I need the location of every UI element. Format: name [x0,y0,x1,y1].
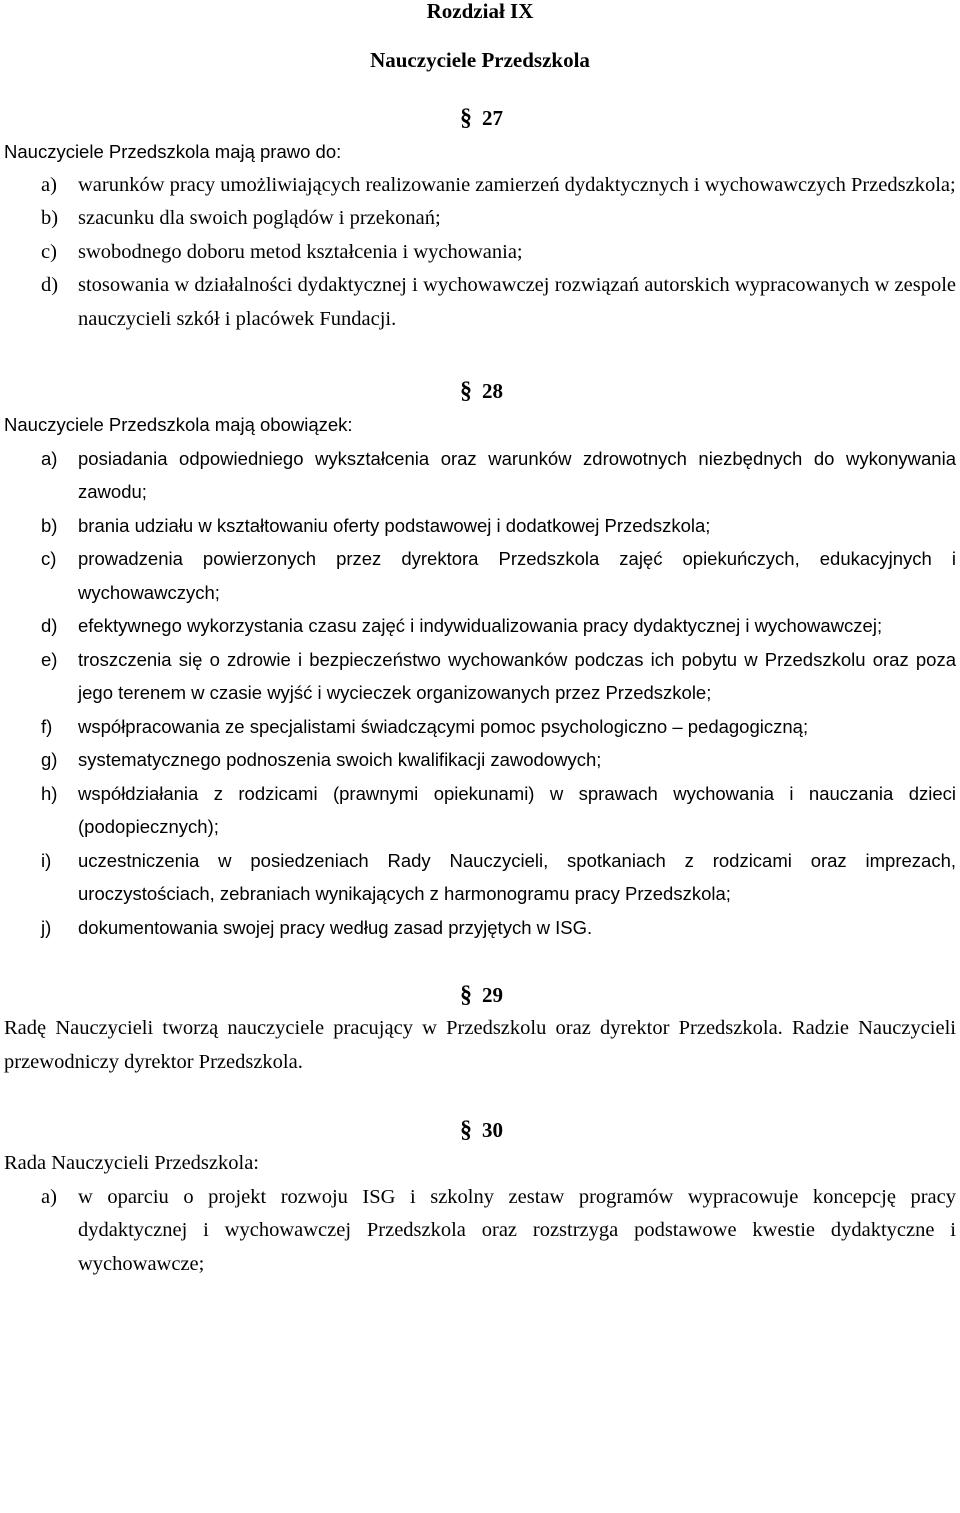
list-item-text: prowadzenia powierzonych przez dyrektora Przedszkola zajęć opiekuńczych, edukacyjnych i wychowawczych; [78,548,956,603]
list-item-text: uczestniczenia w posiedzeniach Rady Nauczycieli, spotkaniach z rodzicami oraz imprezach, uroczystościach, zebraniach wynikających z harmonogramu pracy Przedszkola; [78,849,956,904]
list-item-text: szacunku dla swoich poglądów i przekonań; [78,207,441,229]
list-item [4,542,956,609]
list-item-text: w oparciu o projekt rozwoju ISG i szkolny zestaw programów wypracowuje koncepcję pracy dydaktycznej i wychowawczej Przedszkola oraz rozstrzyga podstawowe kwestie dydaktyczne i wychowawcze; [78,1185,956,1275]
list-item [4,1181,956,1282]
list-item-label: j) [41,916,52,938]
section-heading-27 [4,101,956,135]
list-item [4,844,956,911]
list-item-label: g) [41,749,58,770]
list-item-label: a) [41,1185,57,1208]
section-symbol: § [460,1117,472,1143]
list-item [4,169,956,203]
chapter-subtitle: Nauczyciele Przedszkola [370,48,590,72]
section-intro: Rada Nauczycieli Przedszkola: [4,1152,259,1174]
list-item-text: warunków pracy umożliwiających realizowanie zamierzeń dydaktycznych i wychowawczych Przedszkola; [78,173,956,196]
list-item-text: swobodnego doboru metod kształcenia i wychowania; [78,240,523,263]
list-item-label: h) [41,782,58,804]
list-item-label: e) [41,648,58,670]
list-item-label: b) [41,207,59,229]
section-heading-30 [4,1113,956,1147]
section-symbol: § [460,982,472,1008]
list-item [4,236,956,270]
section-list [4,169,956,337]
list-item-text: współpracowania ze specjalistami świadczącymi pomoc psychologiczno – pedagogiczną; [78,715,809,737]
list-item [4,911,956,945]
list-item [4,202,956,236]
list-item-label: b) [41,514,58,536]
list-item-label: d) [41,615,58,636]
list-item [4,442,956,509]
list-item-label: i) [41,849,52,871]
list-item-label: f) [41,715,53,737]
section-intro: Radę Nauczycieli tworzą nauczyciele pracujący w Przedszkolu oraz dyrektor Przedszkola. Radzie Nauczycieli przewodniczy dyrektor Przedszkola. [4,1017,956,1073]
list-item-label: a) [41,447,58,469]
list-item-text: współdziałania z rodzicami (prawnymi opiekunami) w sprawach wychowania i nauczania dzieci (podopiecznych); [78,782,956,837]
list-item-label: c) [41,548,57,569]
list-item-text: stosowania w działalności dydaktycznej i wychowawczej rozwiązań autorskich wypracowanych w zespole nauczycieli szkół i placówek Fundacji. [78,274,956,330]
list-item-text: troszczenia się o zdrowie i bezpieczeństwo wychowanków podczas ich pobytu w Przedszkolu oraz poza jego terenem w czasie wyjść i wycieczek organizowanych przez Przedszkole; [78,648,956,703]
list-item-label: a) [41,173,57,196]
list-item-text: systematycznego podnoszenia swoich kwalifikacji zawodowych; [78,749,602,770]
section-intro: Nauczyciele Przedszkola mają prawo do: [4,141,342,162]
list-item-text: efektywnego wykorzystania czasu zajęć i indywidualizowania pracy dydaktycznej i wychowawczej; [78,615,883,636]
section-heading-29 [4,978,956,1012]
list-item [4,743,956,777]
list-item [4,269,956,336]
section-symbol: § [460,378,472,404]
list-item [4,609,956,643]
list-item-label: d) [41,274,59,296]
list-item-text: posiadania odpowiedniego wykształcenia oraz warunków zdrowotnych niezbędnych do wykonywania zawodu; [78,447,956,502]
section-heading-28 [4,374,956,408]
list-item-text: brania udziału w kształtowaniu oferty podstawowej i dodatkowej Przedszkola; [78,514,711,536]
chapter-title: Rozdział IX [426,0,534,23]
section-symbol: § [460,105,472,131]
section-number: 27 [482,106,503,130]
section-intro: Nauczyciele Przedszkola mają obowiązek: [4,414,353,435]
section-number: 30 [482,1118,503,1142]
section-list [4,442,956,945]
section-number: 29 [482,983,503,1007]
section-number: 28 [482,379,503,403]
list-item [4,777,956,844]
list-item-text: dokumentowania swojej pracy według zasad przyjętych w ISG. [78,916,593,938]
list-item-label: c) [41,240,57,263]
list-item [4,710,956,744]
list-item [4,643,956,710]
section-list [4,1181,956,1282]
list-item [4,509,956,543]
